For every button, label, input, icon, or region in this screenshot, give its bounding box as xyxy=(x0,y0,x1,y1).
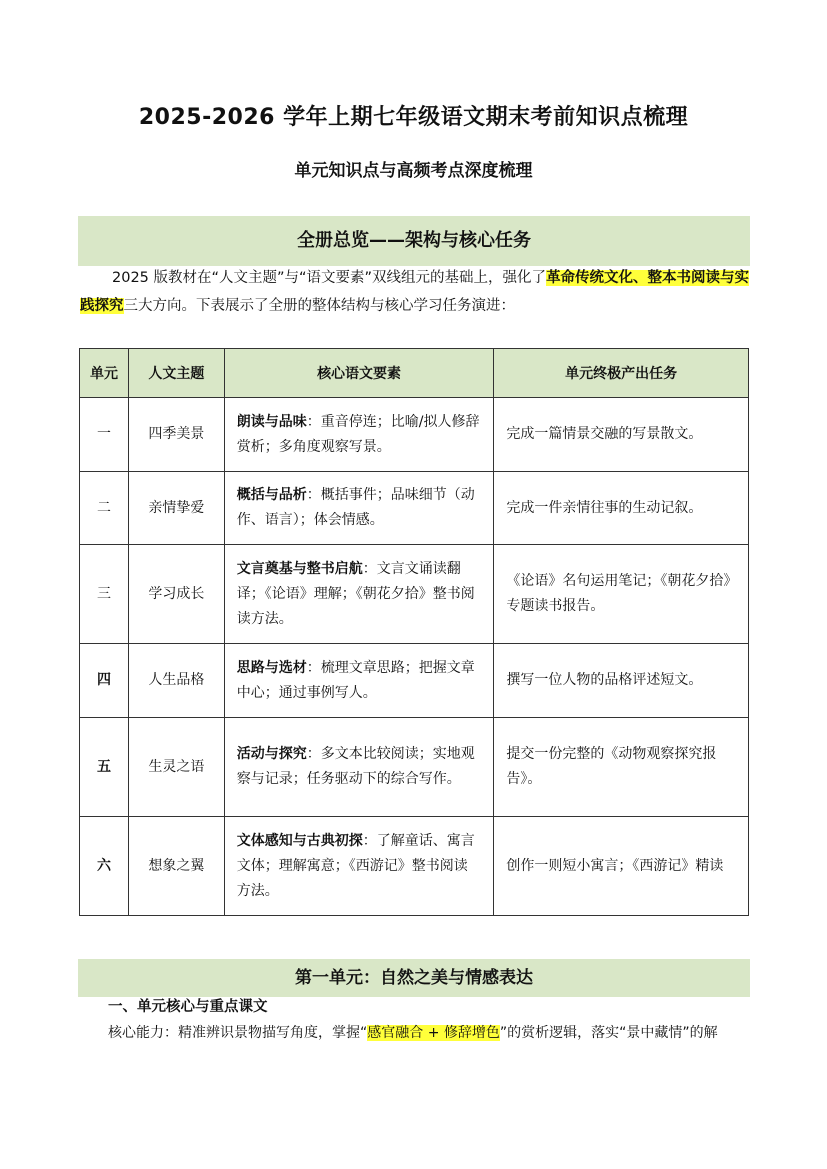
unit-cell: 一 xyxy=(80,398,129,472)
unit1-heading: 第一单元：自然之美与情感表达 xyxy=(78,959,750,997)
document-subtitle: 单元知识点与高频考点深度梳理 xyxy=(294,161,533,181)
task-cell: 撰写一位人物的品格评述短文。 xyxy=(494,644,749,718)
element-key: 文言奠基与整书启航 xyxy=(236,560,363,577)
table-row xyxy=(80,472,749,545)
overview-text-after: 三大方向。下表展示了全册的整体结构与核心学习任务演进： xyxy=(123,298,515,314)
element-key: 概括与品析 xyxy=(236,487,307,503)
header-unit: 单元 xyxy=(80,349,129,398)
elements-cell xyxy=(224,718,494,817)
elements-cell xyxy=(224,817,494,916)
header-task: 单元终极产出任务 xyxy=(494,349,749,398)
element-detail: ：概括事件；品味细节（动作、语言）；体会情感。 xyxy=(236,487,475,528)
table-row xyxy=(80,718,749,817)
elements-cell xyxy=(224,644,494,718)
core-text-after: ”的赏析逻辑，落实“景中藏情”的解 xyxy=(499,1025,718,1041)
header-theme: 人文主题 xyxy=(128,349,224,398)
elements-cell xyxy=(224,545,494,644)
theme-cell: 学习成长 xyxy=(128,545,224,644)
unit-cell: 三 xyxy=(80,545,129,644)
overview-heading: 全册总览——架构与核心任务 xyxy=(78,216,750,266)
theme-cell: 生灵之语 xyxy=(128,718,224,817)
task-cell: 完成一件亲情往事的生动记叙。 xyxy=(494,472,749,545)
element-detail: ：重音停连；比喻/拟人修辞赏析；多角度观察写景。 xyxy=(236,413,480,455)
task-cell: 《论语》名句运用笔记；《朝花夕拾》专题读书报告。 xyxy=(494,545,749,644)
theme-cell: 想象之翼 xyxy=(128,817,224,916)
element-detail: ：了解童话、寓言文体；理解寓意；《西游记》整书阅读方法。 xyxy=(236,832,475,899)
element-key: 文体感知与古典初探 xyxy=(236,832,363,849)
theme-cell: 四季美景 xyxy=(128,398,224,472)
unit-overview-table xyxy=(79,348,749,916)
element-key: 思路与选材 xyxy=(236,659,307,676)
element-key: 活动与探究 xyxy=(236,746,307,762)
unit-cell: 五 xyxy=(80,718,129,817)
core-highlight: 感官融合 + 修辞增色 xyxy=(367,1025,500,1041)
table-row xyxy=(80,817,749,916)
unit-cell: 二 xyxy=(80,472,129,545)
theme-cell: 亲情挚爱 xyxy=(128,472,224,545)
table-row xyxy=(80,545,749,644)
element-key: 朗读与品味 xyxy=(236,413,307,430)
table-header-row xyxy=(80,349,749,398)
table-row xyxy=(80,398,749,472)
elements-cell xyxy=(224,398,494,472)
element-detail: ：梳理文章思路；把握文章中心；通过事例写人。 xyxy=(236,659,475,701)
elements-cell xyxy=(224,472,494,545)
task-cell: 创作一则短小寓言；《西游记》精读 xyxy=(494,817,749,916)
unit1-core-line xyxy=(108,1022,758,1042)
table-row xyxy=(80,644,749,718)
theme-cell: 人生品格 xyxy=(128,644,224,718)
document-title: 2025-2026 学年上期七年级语文期末考前知识点梳理 xyxy=(138,105,689,130)
task-cell: 完成一篇情景交融的写景散文。 xyxy=(494,398,749,472)
header-elements: 核心语文要素 xyxy=(224,349,494,398)
unit-cell: 六 xyxy=(80,817,129,916)
unit1-subheading: 一、单元核心与重点课文 xyxy=(108,999,268,1015)
overview-text-before: 2025 版教材在“人文主题”与“语文要素”双线组元的基础上，强化了 xyxy=(112,270,547,286)
core-text-before: 核心能力：精准辨识景物描写角度，掌握“ xyxy=(108,1025,368,1041)
overview-highlight: 革命传统文化、整本书阅读与实践探究 xyxy=(80,270,750,314)
unit-cell: 四 xyxy=(80,644,129,718)
task-cell: 提交一份完整的《动物观察探究报告》。 xyxy=(494,718,749,817)
overview-paragraph xyxy=(80,264,750,320)
element-detail: ：多文本比较阅读；实地观察与记录；任务驱动下的综合写作。 xyxy=(236,746,475,787)
element-detail: ：文言文诵读翻译；《论语》理解；《朝花夕拾》整书阅读方法。 xyxy=(236,560,475,627)
